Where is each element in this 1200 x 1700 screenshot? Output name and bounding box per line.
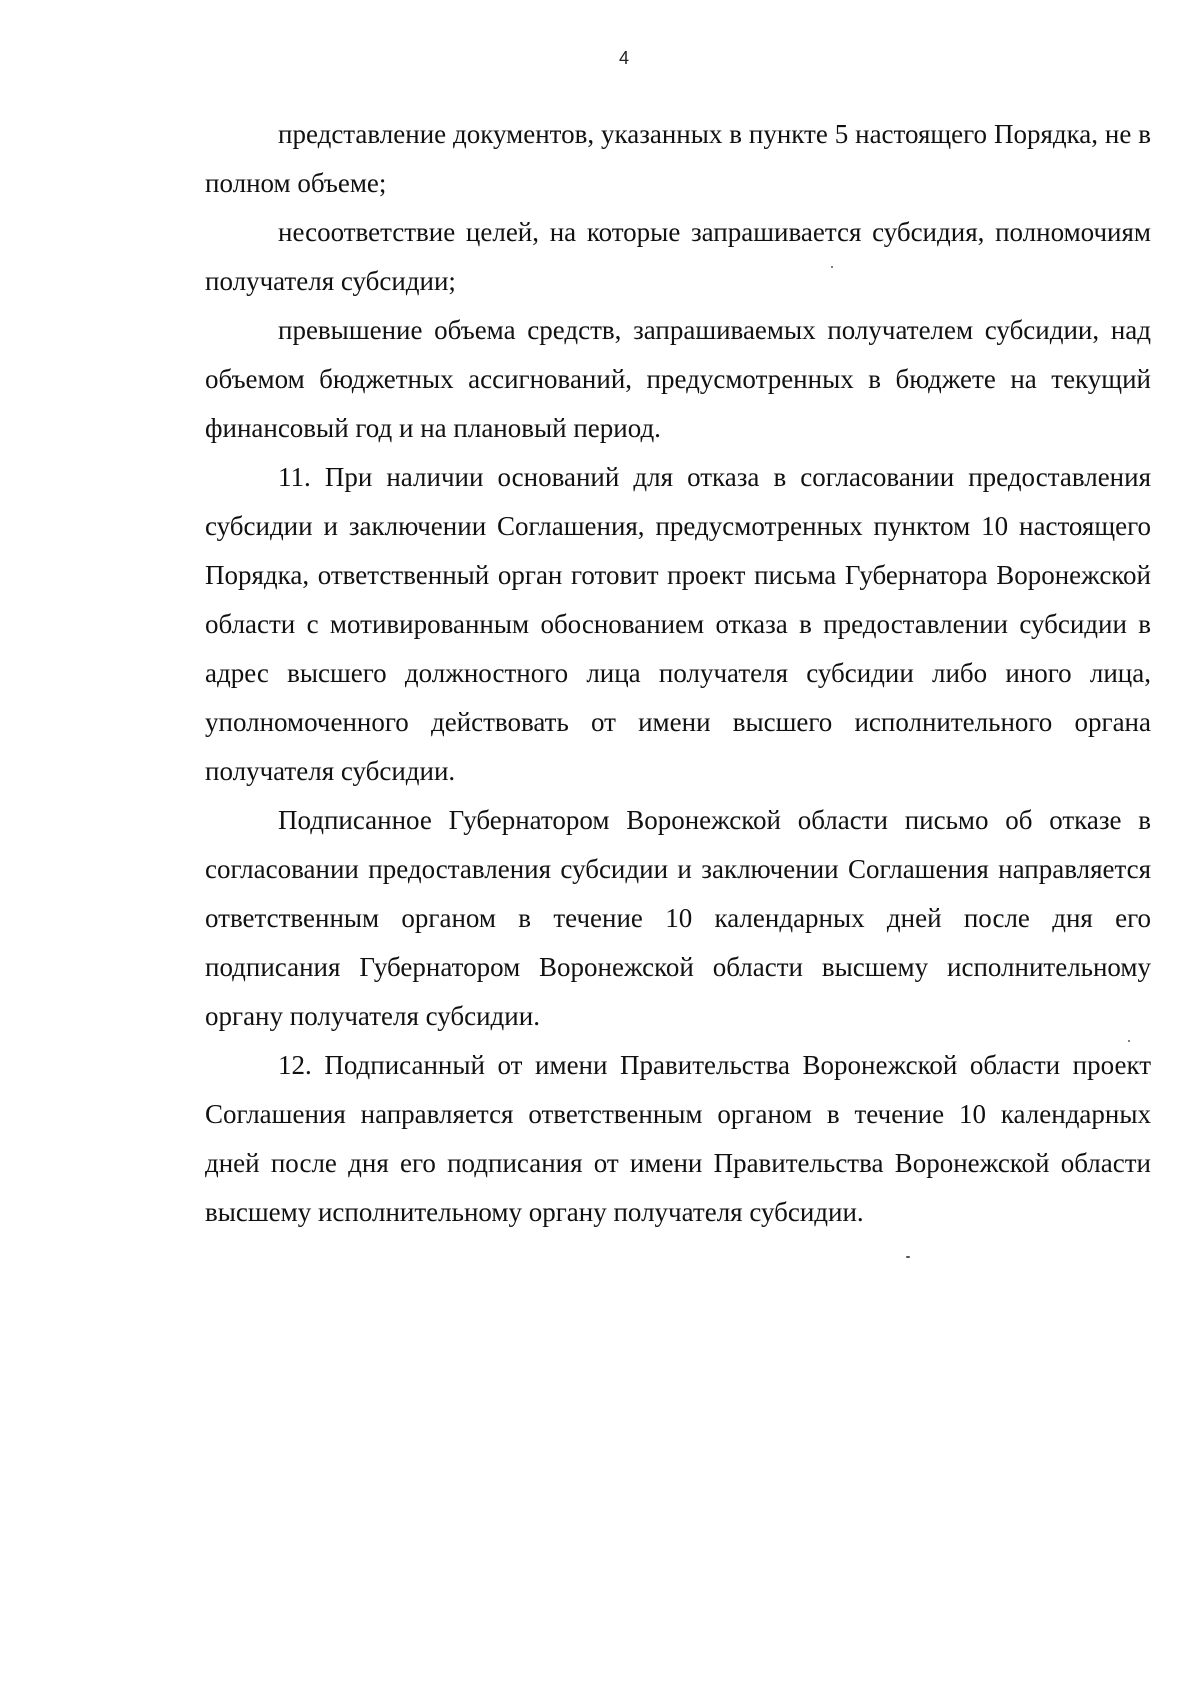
paragraph-refusal-letter: Подписанное Губернатором Воронежской области письмо об отказе в согласовании предоставления субсидии и заключении Соглашения направляется ответственным органом в течение 10 календарных дней после дня его подписания Губернатором Воронежской области высшему исполнительному органу получателя субсидии. [205, 805, 1151, 1031]
paragraph-clause-12: 12. Подписанный от имени Правительства Воронежской области проект Соглашения направляется ответственным органом в течение 10 календарных дней после дня его подписания от имени Правительства Воронежской области высшему исполнительному органу получателя субсидии. [205, 1050, 1151, 1227]
paragraph-incomplete-documents: представление документов, указанных в пункте 5 настоящего Порядка, не в полном объеме; [205, 119, 1151, 198]
document-body [205, 110, 1151, 1237]
scan-speck [1128, 1040, 1130, 1042]
paragraph-clause-11: 11. При наличии оснований для отказа в согласовании предоставления субсидии и заключении Соглашения, предусмотренных пунктом 10 настоящего Порядка, ответственный орган готовит проект письма Губернатора Воронежской области с мотивированным обоснованием отказа в предоставлении субсидии в адрес высшего должностного лица получателя субсидии либо иного лица, уполномоченного действовать от имени высшего исполнительного органа получателя субсидии. [205, 462, 1151, 786]
paragraph-goals-mismatch: несоответствие целей, на которые запрашивается субсидия, полномочиям получателя субсидии; [205, 217, 1151, 296]
paragraph-funds-excess: превышение объема средств, запрашиваемых получателем субсидии, над объемом бюджетных ассигнований, предусмотренных в бюджете на текущий финансовый год и на плановый период. [205, 315, 1151, 443]
scan-speck [906, 1256, 910, 1258]
page-number: 4 [618, 48, 629, 68]
scan-speck [831, 266, 833, 268]
